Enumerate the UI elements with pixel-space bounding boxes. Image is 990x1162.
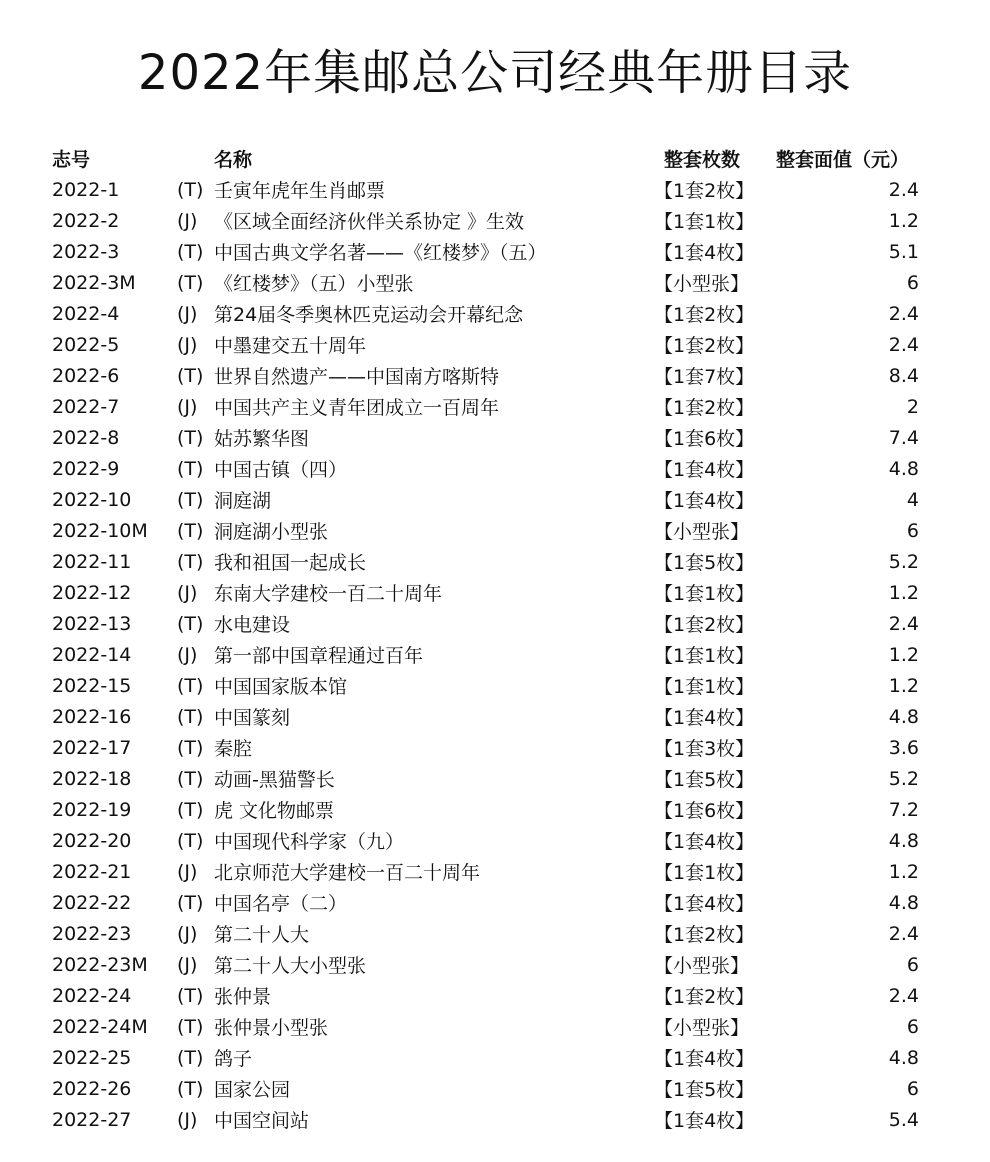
row-name: 东南大学建校一百二十周年 bbox=[214, 583, 443, 605]
row-value: 6 bbox=[906, 519, 919, 542]
row-id: 2022-14 bbox=[52, 643, 132, 666]
row-count: 【1套2枚】 bbox=[654, 180, 755, 202]
row-name: 洞庭湖 bbox=[214, 490, 272, 512]
row-id: 2022-24M bbox=[52, 1015, 148, 1038]
row-type: (J) bbox=[177, 860, 198, 883]
row-count: 【1套5枚】 bbox=[654, 769, 755, 791]
row-name: 我和祖国一起成长 bbox=[214, 552, 367, 574]
row-id: 2022-20 bbox=[52, 829, 132, 852]
row-name: 中国篆刻 bbox=[214, 707, 291, 729]
row-name: 姑苏繁华图 bbox=[214, 428, 310, 450]
row-value: 2.4 bbox=[888, 178, 919, 201]
row-value: 6 bbox=[906, 271, 919, 294]
page-title: 2022年集邮总公司经典年册目录 bbox=[137, 45, 853, 101]
row-name: 张仲景 bbox=[214, 986, 272, 1008]
table-row bbox=[52, 577, 942, 608]
row-type: (T) bbox=[177, 829, 204, 852]
row-count: 【1套4枚】 bbox=[654, 1048, 755, 1070]
table-row bbox=[52, 546, 942, 577]
row-count: 【1套1枚】 bbox=[654, 645, 755, 667]
row-name: 第二十人大 bbox=[214, 924, 310, 946]
row-value: 5.2 bbox=[888, 767, 919, 790]
row-type: (T) bbox=[177, 178, 204, 201]
row-id: 2022-13 bbox=[52, 612, 132, 635]
table-row bbox=[52, 391, 942, 422]
table-row bbox=[52, 515, 942, 546]
row-name: 中墨建交五十周年 bbox=[214, 335, 367, 357]
row-type: (J) bbox=[177, 1108, 198, 1131]
row-value: 4.8 bbox=[888, 891, 919, 914]
row-value: 6 bbox=[906, 1077, 919, 1100]
row-type: (T) bbox=[177, 519, 204, 542]
row-value: 1.2 bbox=[888, 643, 919, 666]
row-type: (T) bbox=[177, 674, 204, 697]
row-count: 【小型张】 bbox=[654, 273, 750, 295]
table-row bbox=[52, 794, 942, 825]
row-type: (T) bbox=[177, 767, 204, 790]
row-type: (T) bbox=[177, 240, 204, 263]
table-row bbox=[52, 763, 942, 794]
row-id: 2022-8 bbox=[52, 426, 120, 449]
row-count: 【1套6枚】 bbox=[654, 800, 755, 822]
row-name: 虎 文化物邮票 bbox=[214, 800, 335, 822]
table-row bbox=[52, 701, 942, 732]
row-type: (T) bbox=[177, 364, 204, 387]
row-id: 2022-26 bbox=[52, 1077, 132, 1100]
row-type: (J) bbox=[177, 922, 198, 945]
row-value: 5.2 bbox=[888, 550, 919, 573]
row-count: 【1套2枚】 bbox=[654, 986, 755, 1008]
row-id: 2022-23 bbox=[52, 922, 132, 945]
row-id: 2022-2 bbox=[52, 209, 120, 232]
row-value: 2.4 bbox=[888, 302, 919, 325]
table-row bbox=[52, 1104, 942, 1135]
row-value: 7.2 bbox=[888, 798, 919, 821]
row-count: 【1套2枚】 bbox=[654, 614, 755, 636]
table-row bbox=[52, 608, 942, 639]
row-name: 世界自然遗产——中国南方喀斯特 bbox=[214, 366, 500, 388]
row-value: 4 bbox=[906, 488, 919, 511]
table-row bbox=[52, 422, 942, 453]
table-row bbox=[52, 205, 942, 236]
table-row bbox=[52, 1042, 942, 1073]
row-count: 【1套7枚】 bbox=[654, 366, 755, 388]
header-count: 整套枚数 bbox=[664, 148, 741, 171]
row-type: (T) bbox=[177, 488, 204, 511]
row-type: (T) bbox=[177, 612, 204, 635]
row-name: 鸽子 bbox=[214, 1048, 253, 1070]
header-value: 整套面值（元） bbox=[775, 148, 909, 171]
row-name: 第二十人大小型张 bbox=[214, 955, 367, 977]
row-id: 2022-27 bbox=[52, 1108, 132, 1131]
table-row bbox=[52, 1011, 942, 1042]
table-row bbox=[52, 949, 942, 980]
row-id: 2022-10M bbox=[52, 519, 148, 542]
row-count: 【1套6枚】 bbox=[654, 428, 755, 450]
row-type: (J) bbox=[177, 953, 198, 976]
table-row bbox=[52, 329, 942, 360]
row-id: 2022-5 bbox=[52, 333, 120, 356]
row-count: 【1套4枚】 bbox=[654, 1110, 755, 1132]
row-name: 张仲景小型张 bbox=[214, 1017, 329, 1039]
table-row bbox=[52, 918, 942, 949]
table-row bbox=[52, 453, 942, 484]
row-type: (J) bbox=[177, 643, 198, 666]
row-value: 2.4 bbox=[888, 333, 919, 356]
row-type: (T) bbox=[177, 1077, 204, 1100]
row-id: 2022-24 bbox=[52, 984, 132, 1007]
row-name: 秦腔 bbox=[214, 738, 253, 760]
row-value: 8.4 bbox=[888, 364, 919, 387]
row-type: (J) bbox=[177, 395, 198, 418]
row-count: 【1套5枚】 bbox=[654, 552, 755, 574]
row-value: 4.8 bbox=[888, 705, 919, 728]
row-id: 2022-21 bbox=[52, 860, 132, 883]
row-count: 【小型张】 bbox=[654, 1017, 750, 1039]
row-value: 2.4 bbox=[888, 922, 919, 945]
row-count: 【1套4枚】 bbox=[654, 707, 755, 729]
row-value: 7.4 bbox=[888, 426, 919, 449]
row-value: 4.8 bbox=[888, 1046, 919, 1069]
row-id: 2022-4 bbox=[52, 302, 120, 325]
row-name: 中国共产主义青年团成立一百周年 bbox=[214, 397, 500, 419]
table-body bbox=[52, 174, 942, 1135]
row-count: 【1套3枚】 bbox=[654, 738, 755, 760]
row-type: (T) bbox=[177, 798, 204, 821]
row-value: 2.4 bbox=[888, 984, 919, 1007]
row-name: 水电建设 bbox=[214, 614, 291, 636]
row-id: 2022-3 bbox=[52, 240, 120, 263]
table-row bbox=[52, 484, 942, 515]
table-row bbox=[52, 825, 942, 856]
row-id: 2022-22 bbox=[52, 891, 132, 914]
row-type: (T) bbox=[177, 891, 204, 914]
row-value: 5.1 bbox=[888, 240, 919, 263]
row-id: 2022-7 bbox=[52, 395, 120, 418]
row-value: 4.8 bbox=[888, 829, 919, 852]
row-value: 3.6 bbox=[888, 736, 919, 759]
row-name: 壬寅年虎年生肖邮票 bbox=[214, 180, 386, 202]
row-count: 【1套4枚】 bbox=[654, 459, 755, 481]
row-id: 2022-6 bbox=[52, 364, 120, 387]
row-count: 【小型张】 bbox=[654, 955, 750, 977]
row-name: 中国古镇（四） bbox=[214, 459, 348, 481]
row-id: 2022-17 bbox=[52, 736, 132, 759]
table-row bbox=[52, 639, 942, 670]
table-row bbox=[52, 887, 942, 918]
row-value: 2.4 bbox=[888, 612, 919, 635]
header-id: 志号 bbox=[52, 148, 91, 171]
row-type: (T) bbox=[177, 271, 204, 294]
row-type: (T) bbox=[177, 705, 204, 728]
row-id: 2022-19 bbox=[52, 798, 132, 821]
row-count: 【1套1枚】 bbox=[654, 583, 755, 605]
row-id: 2022-3M bbox=[52, 271, 136, 294]
row-id: 2022-9 bbox=[52, 457, 120, 480]
table-row bbox=[52, 236, 942, 267]
row-name: 洞庭湖小型张 bbox=[214, 521, 329, 543]
row-type: (T) bbox=[177, 550, 204, 573]
row-id: 2022-11 bbox=[52, 550, 132, 573]
row-count: 【小型张】 bbox=[654, 521, 750, 543]
table-row bbox=[52, 732, 942, 763]
row-count: 【1套1枚】 bbox=[654, 676, 755, 698]
row-value: 1.2 bbox=[888, 209, 919, 232]
row-id: 2022-25 bbox=[52, 1046, 132, 1069]
row-value: 6 bbox=[906, 953, 919, 976]
row-count: 【1套1枚】 bbox=[654, 862, 755, 884]
row-type: (J) bbox=[177, 333, 198, 356]
row-type: (T) bbox=[177, 984, 204, 1007]
row-id: 2022-23M bbox=[52, 953, 148, 976]
row-type: (T) bbox=[177, 1046, 204, 1069]
table-row bbox=[52, 670, 942, 701]
row-count: 【1套2枚】 bbox=[654, 335, 755, 357]
row-value: 1.2 bbox=[888, 674, 919, 697]
row-name: 中国古典文学名著——《红楼梦》（五） bbox=[214, 242, 547, 264]
row-value: 1.2 bbox=[888, 860, 919, 883]
table-row bbox=[52, 1073, 942, 1104]
row-name: 中国国家版本馆 bbox=[214, 676, 348, 698]
row-value: 5.4 bbox=[888, 1108, 919, 1131]
row-name: 第24届冬季奥林匹克运动会开幕纪念 bbox=[214, 304, 524, 326]
table-row bbox=[52, 174, 942, 205]
row-name: 第一部中国章程通过百年 bbox=[214, 645, 424, 667]
row-name: 国家公园 bbox=[214, 1079, 291, 1101]
row-name: 动画-黑猫警长 bbox=[214, 769, 335, 791]
row-count: 【1套2枚】 bbox=[654, 304, 755, 326]
table-row bbox=[52, 298, 942, 329]
row-value: 4.8 bbox=[888, 457, 919, 480]
row-type: (J) bbox=[177, 302, 198, 325]
row-id: 2022-16 bbox=[52, 705, 132, 728]
row-value: 2 bbox=[906, 395, 919, 418]
row-name: 北京师范大学建校一百二十周年 bbox=[214, 862, 481, 884]
row-name: 《红楼梦》（五）小型张 bbox=[214, 273, 414, 295]
row-count: 【1套5枚】 bbox=[654, 1079, 755, 1101]
row-count: 【1套2枚】 bbox=[654, 924, 755, 946]
row-count: 【1套4枚】 bbox=[654, 831, 755, 853]
table-row bbox=[52, 980, 942, 1011]
header-name: 名称 bbox=[214, 148, 253, 171]
row-type: (T) bbox=[177, 736, 204, 759]
row-count: 【1套4枚】 bbox=[654, 242, 755, 264]
row-name: 中国现代科学家（九） bbox=[214, 831, 405, 853]
row-count: 【1套4枚】 bbox=[654, 490, 755, 512]
row-id: 2022-10 bbox=[52, 488, 132, 511]
table-header bbox=[52, 142, 942, 174]
row-type: (J) bbox=[177, 209, 198, 232]
row-id: 2022-1 bbox=[52, 178, 120, 201]
row-id: 2022-18 bbox=[52, 767, 132, 790]
table-row bbox=[52, 360, 942, 391]
row-id: 2022-12 bbox=[52, 581, 132, 604]
table-row bbox=[52, 856, 942, 887]
row-type: (T) bbox=[177, 1015, 204, 1038]
row-name: 中国名亭（二） bbox=[214, 893, 348, 915]
table-row bbox=[52, 267, 942, 298]
row-count: 【1套1枚】 bbox=[654, 211, 755, 233]
catalog-table bbox=[52, 142, 942, 1135]
row-count: 【1套4枚】 bbox=[654, 893, 755, 915]
row-count: 【1套2枚】 bbox=[654, 397, 755, 419]
row-value: 1.2 bbox=[888, 581, 919, 604]
row-type: (T) bbox=[177, 457, 204, 480]
row-value: 6 bbox=[906, 1015, 919, 1038]
row-type: (T) bbox=[177, 426, 204, 449]
row-type: (J) bbox=[177, 581, 198, 604]
row-name: 《区域全面经济伙伴关系协定 》生效 bbox=[214, 211, 525, 233]
row-id: 2022-15 bbox=[52, 674, 132, 697]
row-name: 中国空间站 bbox=[214, 1110, 310, 1132]
